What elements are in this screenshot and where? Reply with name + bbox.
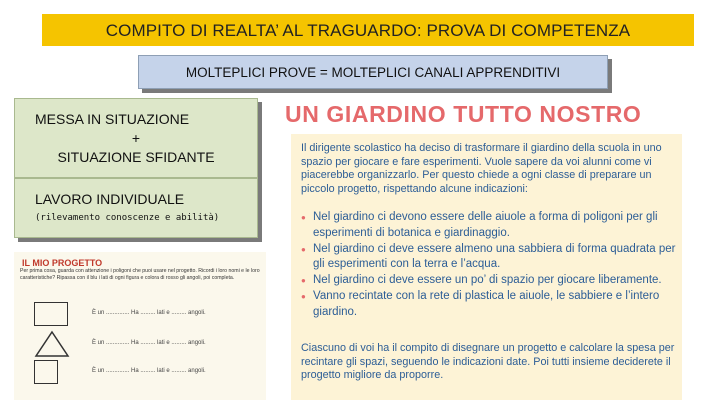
- shape-row-rectangle: [34, 300, 264, 330]
- giardino-outro: Ciascuno di voi ha il compito di disegnare un progetto e calcolare la spesa per recintare gli spazi, seguendo le indicazioni date. Poi tutti insieme deciderete il progetto migliore da proporre.: [301, 342, 675, 381]
- mio-progetto-excerpt: [14, 252, 266, 400]
- messa-line-3: SITUAZIONE SFIDANTE: [57, 149, 215, 165]
- shape-row-triangle: [34, 330, 264, 360]
- shape-row-text: È un .............. Ha ......... lati e ......... angoli.: [92, 368, 206, 374]
- giardino-title: UN GIARDINO TUTTO NOSTRO: [285, 101, 642, 127]
- lavoro-line-1: LAVORO INDIVIDUALE: [35, 191, 185, 207]
- giardino-excerpt: [282, 98, 686, 400]
- shape-row-square: [34, 358, 264, 388]
- list-item: ● Nel giardino ci deve essere almeno una sabbiera di forma quadrata per gli esperimenti con la terra e l’acqua.: [301, 242, 681, 274]
- shape-row-text: È un .............. Ha ......... lati e ......... angoli.: [92, 340, 206, 346]
- list-item: ● Vanno recintate con la rete di plastica le aiuole, le sabbiere e l’intero giardino.: [301, 289, 681, 321]
- giardino-bullet-list: [301, 210, 681, 321]
- subtitle-box: [138, 55, 608, 89]
- page-title: COMPITO DI REALTA’ AL TRAGUARDO: PROVA DI COMPETENZA: [42, 14, 694, 46]
- progetto-title: IL MIO PROGETTO: [22, 258, 103, 268]
- lavoro-individuale-box: [14, 178, 258, 238]
- shape-row-text: È un .............. Ha ......... lati e ......... angoli.: [92, 310, 206, 316]
- list-item: ● Nel giardino ci deve essere un po’ di spazio per giocare liberamente.: [301, 273, 681, 289]
- list-item: ● Nel giardino ci devono essere delle aiuole a forma di poligoni per gli esperimenti di botanica e giardinaggio.: [301, 210, 681, 242]
- lavoro-line-2: (rilevamento conoscenze e abilità): [35, 213, 220, 223]
- messa-in-situazione-box: [14, 98, 258, 178]
- giardino-panel: [291, 134, 682, 400]
- square-shape-icon: [34, 360, 58, 384]
- giardino-intro: Il dirigente scolastico ha deciso di trasformare il giardino della scuola in uno spazio per giocare e fare esperimenti. Vuole sapere da voi alunni come vi piacerebbe organizzarlo. Per questo chiede a ogni classe di preparare un piccolo progetto, rispettando alcune indicazioni:: [301, 142, 662, 195]
- triangle-shape-icon: [34, 330, 70, 358]
- messa-line-1: MESSA IN SITUAZIONE: [35, 111, 190, 127]
- subtitle-text: MOLTEPLICI PROVE = MOLTEPLICI CANALI APPRENDITIVI: [185, 65, 561, 80]
- messa-line-2: +: [131, 130, 141, 146]
- progetto-text: Per prima cosa, guarda con attenzione i poligoni che puoi usare nel progetto. Ricordi i loro nomi e le loro caratteristiche? Ripassa con il blu i lati di ogni figura e colora di rosso gli angoli, poi completa.: [20, 268, 260, 282]
- rectangle-shape-icon: [34, 302, 68, 326]
